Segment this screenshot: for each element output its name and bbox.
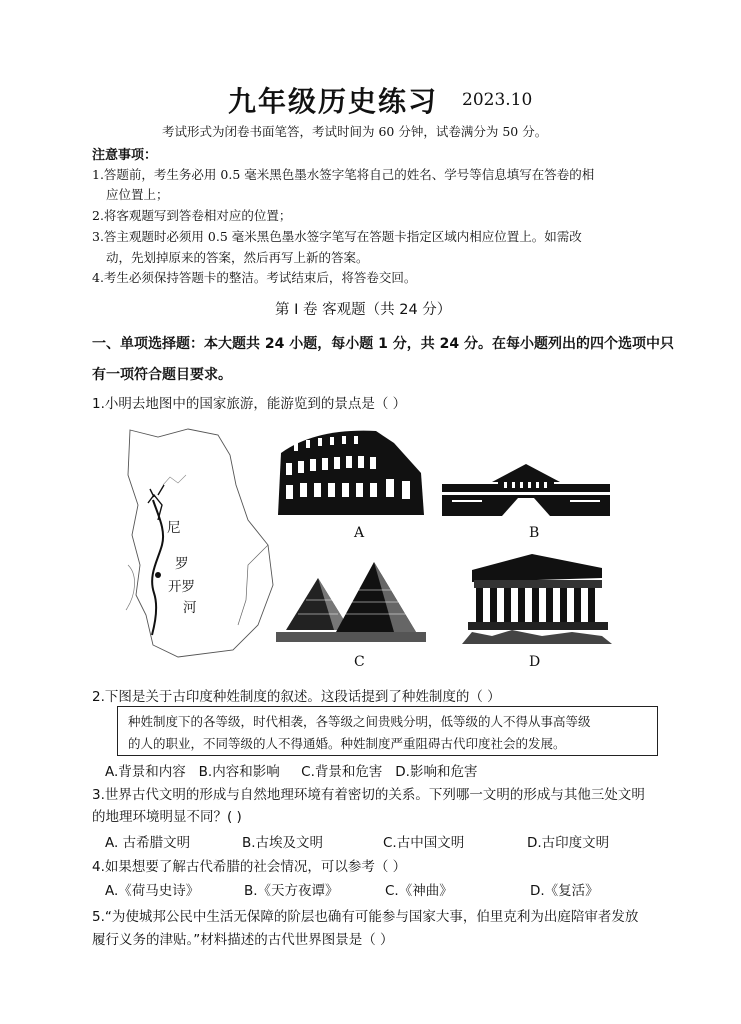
question-5-stem-line2: 履行义务的津贴。”材料描述的古代世界图景是（ ） [92, 932, 394, 948]
parthenon-image [462, 548, 612, 644]
notice-item-1-cont: 应位置上； [106, 187, 169, 202]
question-4-option-b: B.《天方夜谭》 [244, 883, 339, 899]
question-4-option-d: D.《复活》 [530, 883, 599, 899]
section-title: 第 I 卷 客观题（共 24 分） [275, 302, 452, 318]
question-3-option-a: A. 古希腊文明 [105, 835, 191, 851]
question-1-stem: 1.小明去地图中的国家旅游，能游览到的景点是（ ） [92, 396, 407, 412]
notice-item-3: 3.答主观题时必须用 0.5 毫米黑色墨水签字笔写在答题卡指定区域内相应位置上。如需改 [92, 229, 582, 244]
question-2-options: A.背景和内容 B.内容和影响 C.背景和危害 D.影响和危害 [105, 764, 478, 780]
option-d-label: D [529, 654, 541, 670]
question-4-stem: 4.如果想要了解古代希腊的社会情况，可以参考（ ） [92, 859, 407, 875]
notice-item-3-cont: 动，先划掉原来的答案，然后再写上新的答案。 [106, 250, 369, 265]
pyramids-image [276, 550, 426, 642]
map-label-luo: 罗 [175, 556, 189, 572]
caste-quote-line2: 的人的职业，不同等级的人不得通婚。种姓制度严重阻碍古代印度社会的发展。 [128, 736, 566, 751]
forbidden-city-image [442, 462, 610, 516]
caste-quote-box [117, 706, 658, 756]
question-2-stem: 2.下图是关于古印度种姓制度的叙述。这段话提到了种姓制度的（ ） [92, 689, 501, 705]
page-title: 九年级历史练习 [228, 85, 439, 118]
question-3-option-d: D.古印度文明 [527, 835, 610, 851]
colosseum-image [276, 423, 426, 515]
question-4-option-c: C.《神曲》 [385, 883, 453, 899]
option-b-label: B [529, 525, 540, 541]
exam-subtitle: 考试形式为闭卷书面笔答，考试时间为 60 分钟，试卷满分为 50 分。 [162, 124, 548, 139]
egypt-map-image [118, 425, 278, 665]
question-3-stem-line1: 3.世界古代文明的形成与自然地理环境有着密切的关系。下列哪一文明的形成与其他三处文明 [92, 787, 645, 803]
caste-quote-line1: 种姓制度下的各等级，时代相袭，各等级之间贵贱分明，低等级的人不得从事高等级 [128, 714, 591, 729]
map-label-cairo: 开罗 [168, 579, 195, 595]
section-instruction-line2: 有一项符合题目要求。 [92, 367, 232, 383]
question-3-option-c: C.古中国文明 [383, 835, 465, 851]
map-label-ni: 尼 [167, 520, 181, 536]
notice-item-2: 2.将客观题写到答卷相对应的位置； [92, 208, 292, 223]
option-a-label: A [354, 525, 365, 541]
notice-heading: 注意事项： [92, 148, 158, 163]
question-3-stem-line2: 的地理环境明显不同？( ) [92, 809, 242, 825]
section-instruction-line1: 一、单项选择题：本大题共 24 小题，每小题 1 分，共 24 分。在每小题列出的四个选项中只 [92, 336, 674, 352]
question-3-option-b: B.古埃及文明 [242, 835, 324, 851]
exam-date: 2023.10 [462, 90, 533, 110]
option-c-label: C [354, 654, 365, 670]
question-5-stem-line1: 5.“为使城邦公民中生活无保障的阶层也确有可能参与国家大事，伯里克利为出庭陪审者发放 [92, 909, 639, 925]
notice-item-1: 1.答题前，考生务必用 0.5 毫米黑色墨水签字笔将自己的姓名、学号等信息填写在答卷的相 [92, 167, 595, 182]
map-label-he: 河 [183, 600, 197, 616]
notice-item-4: 4.考生必须保持答题卡的整洁。考试结束后，将答卷交回。 [92, 270, 417, 285]
question-4-option-a: A.《荷马史诗》 [105, 883, 200, 899]
